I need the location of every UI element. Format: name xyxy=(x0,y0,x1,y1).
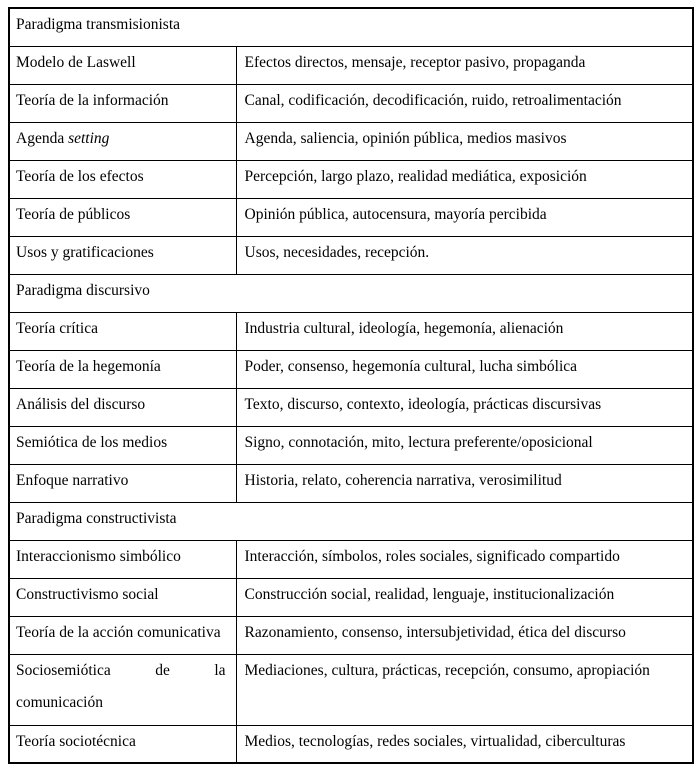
theory-cell xyxy=(9,198,236,236)
concepts-cell: Signo, connotación, mito, lectura preferente/oposicional xyxy=(236,426,693,464)
concepts-cell: Historia, relato, coherencia narrativa, verosimilitud xyxy=(236,464,693,502)
concepts-cell: Construcción social, realidad, lenguaje, institucionalización xyxy=(236,578,693,616)
theory-label: Teoría de la acción comunicativa xyxy=(16,623,221,641)
table-row xyxy=(9,160,693,198)
theory-label: Semiótica de los medios xyxy=(16,433,168,451)
theory-label: Teoría de la hegemonía xyxy=(16,357,161,375)
theory-word: comunicación xyxy=(16,694,103,712)
theory-cell xyxy=(9,84,236,122)
concepts-cell: Percepción, largo plazo, realidad mediática, exposición xyxy=(236,160,693,198)
theory-label: Teoría sociotécnica xyxy=(16,732,136,750)
concepts-cell: Razonamiento, consenso, intersubjetividad, ética del discurso xyxy=(236,616,693,654)
theory-cell xyxy=(9,540,236,578)
concepts-cell: Industria cultural, ideología, hegemonía, alienación xyxy=(236,312,693,350)
theory-label: Teoría crítica xyxy=(16,319,98,337)
theory-label: Agenda xyxy=(16,129,69,147)
theory-cell xyxy=(9,578,236,616)
concepts-cell: Agenda, saliencia, opinión pública, medios masivos xyxy=(236,122,693,160)
theory-cell xyxy=(9,312,236,350)
section-header: Paradigma discursivo xyxy=(9,274,693,312)
theory-cell xyxy=(9,122,236,160)
theories-table-body xyxy=(9,8,693,763)
concepts-cell: Canal, codificación, decodificación, ruido, retroalimentación xyxy=(236,84,693,122)
theory-cell xyxy=(9,464,236,502)
table-row xyxy=(9,654,693,725)
concepts-cell: Poder, consenso, hegemonía cultural, lucha simbólica xyxy=(236,350,693,388)
table-row xyxy=(9,464,693,502)
theory-label: Teoría de los efectos xyxy=(16,167,144,185)
concepts-cell: Medios, tecnologías, redes sociales, virtualidad, ciberculturas xyxy=(236,725,693,763)
concepts-cell: Opinión pública, autocensura, mayoría percibida xyxy=(236,198,693,236)
concepts-cell: Texto, discurso, contexto, ideología, prácticas discursivas xyxy=(236,388,693,426)
concepts-cell: Interacción, símbolos, roles sociales, significado compartido xyxy=(236,540,693,578)
table-row xyxy=(9,46,693,84)
table-row xyxy=(9,198,693,236)
theory-line xyxy=(16,662,228,681)
table-row xyxy=(9,426,693,464)
theory-cell xyxy=(9,725,236,763)
theory-label: Enfoque narrativo xyxy=(16,471,129,489)
table-row xyxy=(9,578,693,616)
theory-word: la xyxy=(214,661,226,679)
table-row xyxy=(9,84,693,122)
section-header-row xyxy=(9,502,693,540)
concepts-cell: Mediaciones, cultura, prácticas, recepción, consumo, apropiación xyxy=(236,654,693,725)
theory-cell xyxy=(9,654,236,725)
theory-cell xyxy=(9,46,236,84)
concepts-cell: Usos, necesidades, recepción. xyxy=(236,236,693,274)
theory-word: Sociosemiótica xyxy=(16,661,111,679)
theory-label: Modelo de Laswell xyxy=(16,53,136,71)
theory-label: Análisis del discurso xyxy=(16,395,146,413)
theory-label-italic: setting xyxy=(68,129,110,147)
section-header-row xyxy=(9,274,693,312)
section-header: Paradigma transmisionista xyxy=(9,8,693,46)
table-row xyxy=(9,388,693,426)
theory-label: Constructivismo social xyxy=(16,585,159,603)
table-row xyxy=(9,350,693,388)
theory-cell xyxy=(9,236,236,274)
table-row xyxy=(9,312,693,350)
section-header: Paradigma constructivista xyxy=(9,502,693,540)
concepts-cell: Efectos directos, mensaje, receptor pasivo, propaganda xyxy=(236,46,693,84)
theory-label: Teoría de públicos xyxy=(16,205,131,223)
theory-word: de xyxy=(155,661,170,679)
theory-line xyxy=(16,694,228,713)
theory-label: Usos y gratificaciones xyxy=(16,243,154,261)
section-header-row xyxy=(9,8,693,46)
table-row xyxy=(9,616,693,654)
theories-table xyxy=(8,7,694,764)
theory-cell xyxy=(9,616,236,654)
table-row xyxy=(9,236,693,274)
theory-label: Interaccionismo simbólico xyxy=(16,547,181,565)
theory-cell xyxy=(9,426,236,464)
table-row xyxy=(9,725,693,763)
table-row xyxy=(9,540,693,578)
theory-cell xyxy=(9,350,236,388)
theory-label: Teoría de la información xyxy=(16,91,169,109)
theory-cell xyxy=(9,160,236,198)
table-row xyxy=(9,122,693,160)
theory-cell xyxy=(9,388,236,426)
